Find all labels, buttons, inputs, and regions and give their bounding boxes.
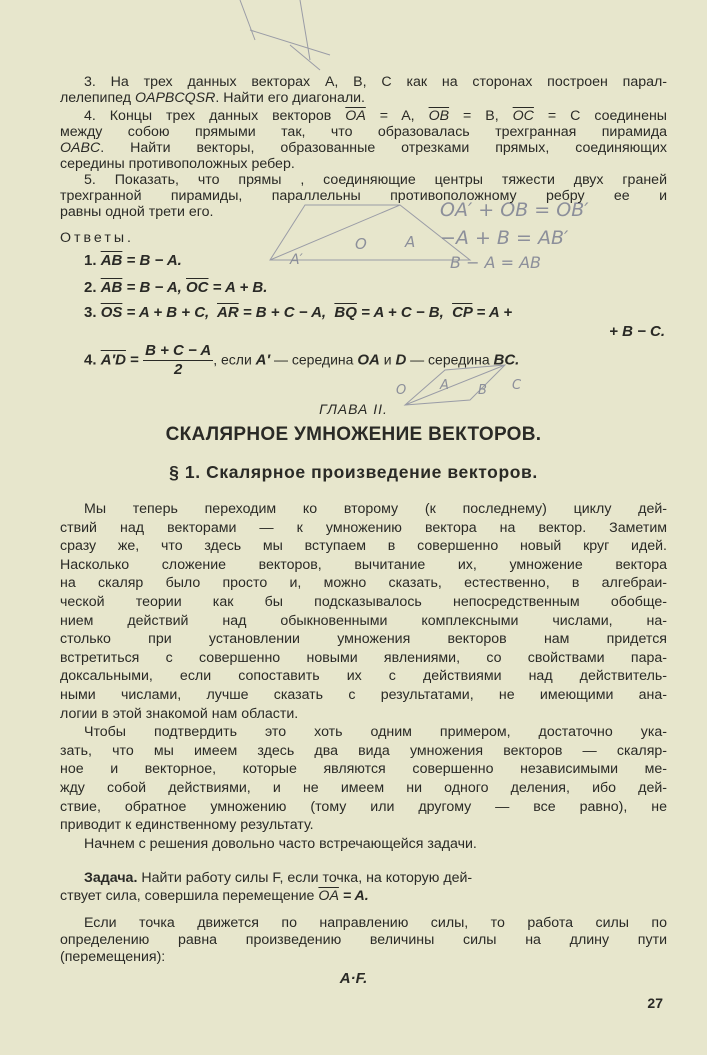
text: OA	[357, 351, 380, 369]
fraction	[143, 342, 213, 379]
body-line: встретиться с совершенно новыми явлениями, со свойствами пара-	[60, 649, 667, 666]
text: D	[395, 351, 407, 369]
task-line	[60, 888, 369, 905]
problem-4-line	[60, 140, 667, 156]
pencil-note-1: OA′ + OB = OB′	[440, 199, 589, 221]
vector: $\overline{OS}$	[100, 304, 123, 321]
vector: A′D	[100, 351, 126, 369]
body-line: жду собой действиями, и не имеем ни одного деления, ибо дей-	[60, 780, 667, 796]
text: = A,	[365, 108, 429, 124]
page-number: 27	[647, 995, 663, 1011]
body-line: приводит к единственному результату.	[60, 817, 314, 834]
body-line: зать, что мы имеем здесь два вида умножения векторов — скаляр-	[60, 742, 667, 759]
text: . Найти его диагонали.	[215, 90, 366, 106]
vector: $\overline{OA}$	[318, 888, 339, 904]
body-line: на скаляр было просто и, можно сказать, естественно, в алгебраи-	[60, 575, 667, 592]
text: BC.	[493, 351, 520, 369]
body-line: логии в этой знакомой нам области.	[60, 705, 299, 722]
text: ствует сила, совершила перемещение	[60, 888, 319, 904]
task-label: Задача.	[84, 870, 138, 886]
pencil-label: A	[405, 233, 416, 251]
vector: $\overline{CP}$	[452, 304, 473, 321]
text: = B − A.	[122, 252, 182, 269]
pencil-label: A	[440, 378, 449, 393]
problem-3-line: 3. На трех данных векторах A, B, C как на сторонах построен парал-	[84, 74, 667, 90]
answers-title: Ответы.	[60, 230, 134, 246]
denominator: 2	[173, 361, 183, 378]
pencil-label: A′	[290, 252, 303, 268]
text: и	[379, 351, 396, 368]
pencil-note-2: −A + B = AB′	[440, 227, 569, 249]
text: = A +	[472, 304, 513, 321]
answer-4	[84, 342, 519, 379]
vector: $\overline{OC}$	[512, 108, 534, 124]
body-line: сразу же, что здесь мы вступаем в совершенно новый круг идей.	[60, 538, 667, 555]
problem-5-line: 5. Показать, что прямы , соединяющие центры тяжести двух граней	[84, 172, 667, 188]
text: = B − A,	[122, 279, 186, 296]
text: . Найти векторы, образованные отрезками прямых, соединяющих	[100, 140, 667, 156]
section-title: § 1. Скалярное произведение векторов.	[169, 462, 538, 482]
pencil-label: O	[396, 383, 407, 398]
body-line: определению равна произведению величины силы на длину пути	[60, 932, 667, 948]
num: 2.	[84, 279, 97, 296]
vector: $\overline{AR}$	[217, 304, 239, 321]
answer-3-continuation: + B − C.	[609, 323, 665, 340]
vector: $\overline{AB}$	[100, 279, 123, 296]
text: = A + B.	[208, 279, 268, 296]
body-line: Мы теперь переходим ко второму (к последнему) циклу дей-	[84, 501, 667, 517]
text: = A + B + C,	[122, 304, 217, 321]
body-line: ное и векторное, которые являются совершенно независимыми ме-	[60, 761, 667, 778]
text: OAPBCQSR	[134, 90, 216, 106]
body-line: ческой теории как бы подсказывалось непосредственным обобще-	[60, 594, 667, 610]
problem-3-line	[60, 90, 365, 106]
answer-1	[84, 252, 182, 270]
num: 4.	[84, 351, 97, 369]
pencil-note-3: B − A = AB	[450, 253, 541, 272]
chapter-title: СКАЛЯРНОЕ УМНОЖЕНИЕ ВЕКТОРОВ.	[165, 424, 542, 445]
text: — середина	[406, 351, 494, 368]
body-line: (перемещения):	[60, 949, 166, 965]
answer-2	[84, 279, 267, 297]
text: Найти работу силы F, если точка, на которую дей-	[137, 870, 473, 886]
vector: $\overline{AB}$	[100, 252, 123, 269]
text: OABC	[60, 140, 101, 156]
vector: $\overline{OA}$	[345, 108, 366, 124]
body-line: ными числами, лучше сказать с результатами, не имеющими ана-	[60, 687, 667, 703]
body-line: Насколько сложение векторов, вычитание их, умножение вектора	[60, 556, 667, 573]
num: 3.	[84, 304, 97, 321]
chapter-label: ГЛАВА II.	[319, 401, 388, 417]
text: = C соединены	[533, 108, 668, 124]
body-line: доксальными, если сопоставить их с действиями над действитель-	[60, 668, 667, 685]
pencil-line	[240, 0, 330, 70]
text: = B + C − A,	[238, 304, 335, 321]
num: 1.	[84, 252, 97, 269]
text: A′	[255, 351, 271, 369]
text: , если	[213, 351, 256, 368]
text: лелепипед	[60, 90, 135, 106]
problem-4-line: между собою прямыми так, что образовалась трехгранная пирамида	[60, 124, 667, 140]
body-line: Если точка движется по направлению силы, то работа силы по	[84, 915, 667, 931]
formula: A·F.	[339, 970, 368, 987]
vector: $\overline{OC}$	[186, 279, 209, 296]
numerator: B + C − A	[145, 342, 212, 359]
body-line: столько при установлении умножения векторов нам придется	[60, 631, 667, 648]
body-line: ствие, обратное умножению (тому или другому — все равно), не	[60, 798, 667, 815]
text: — середина	[270, 351, 358, 368]
pencil-label: C	[512, 378, 522, 393]
text: = A + C − B,	[356, 304, 453, 321]
pencil-label: B	[478, 383, 487, 398]
vector: $\overline{BQ}$	[334, 304, 357, 321]
body-line: нием действий над обыкновенными комплексными числами, на-	[60, 612, 667, 629]
vector: $\overline{OB}$	[428, 108, 450, 124]
body-line: ствий над векторами — к умножению вектора на вектор. Заметим	[60, 519, 667, 536]
problem-5-line: равны одной трети его.	[60, 204, 214, 220]
problem-4-line: середины противоположных ребер.	[60, 156, 295, 172]
task-line	[84, 870, 472, 887]
answer-3	[84, 304, 512, 322]
pencil-label: O	[355, 235, 367, 253]
text: = B,	[449, 108, 513, 124]
text: = A.	[338, 888, 369, 904]
text: =	[125, 351, 144, 369]
body-line: Чтобы подтвердить это хоть одним примером, достаточно ука-	[84, 724, 667, 741]
body-line: Начнем с решения довольно часто встречающейся задачи.	[84, 835, 477, 852]
problem-5-line: трехгранной пирамиды, параллельны противоположному ребру ее и	[60, 188, 667, 204]
problem-4-line	[84, 108, 667, 124]
text: 4. Концы трех данных векторов	[84, 108, 346, 124]
